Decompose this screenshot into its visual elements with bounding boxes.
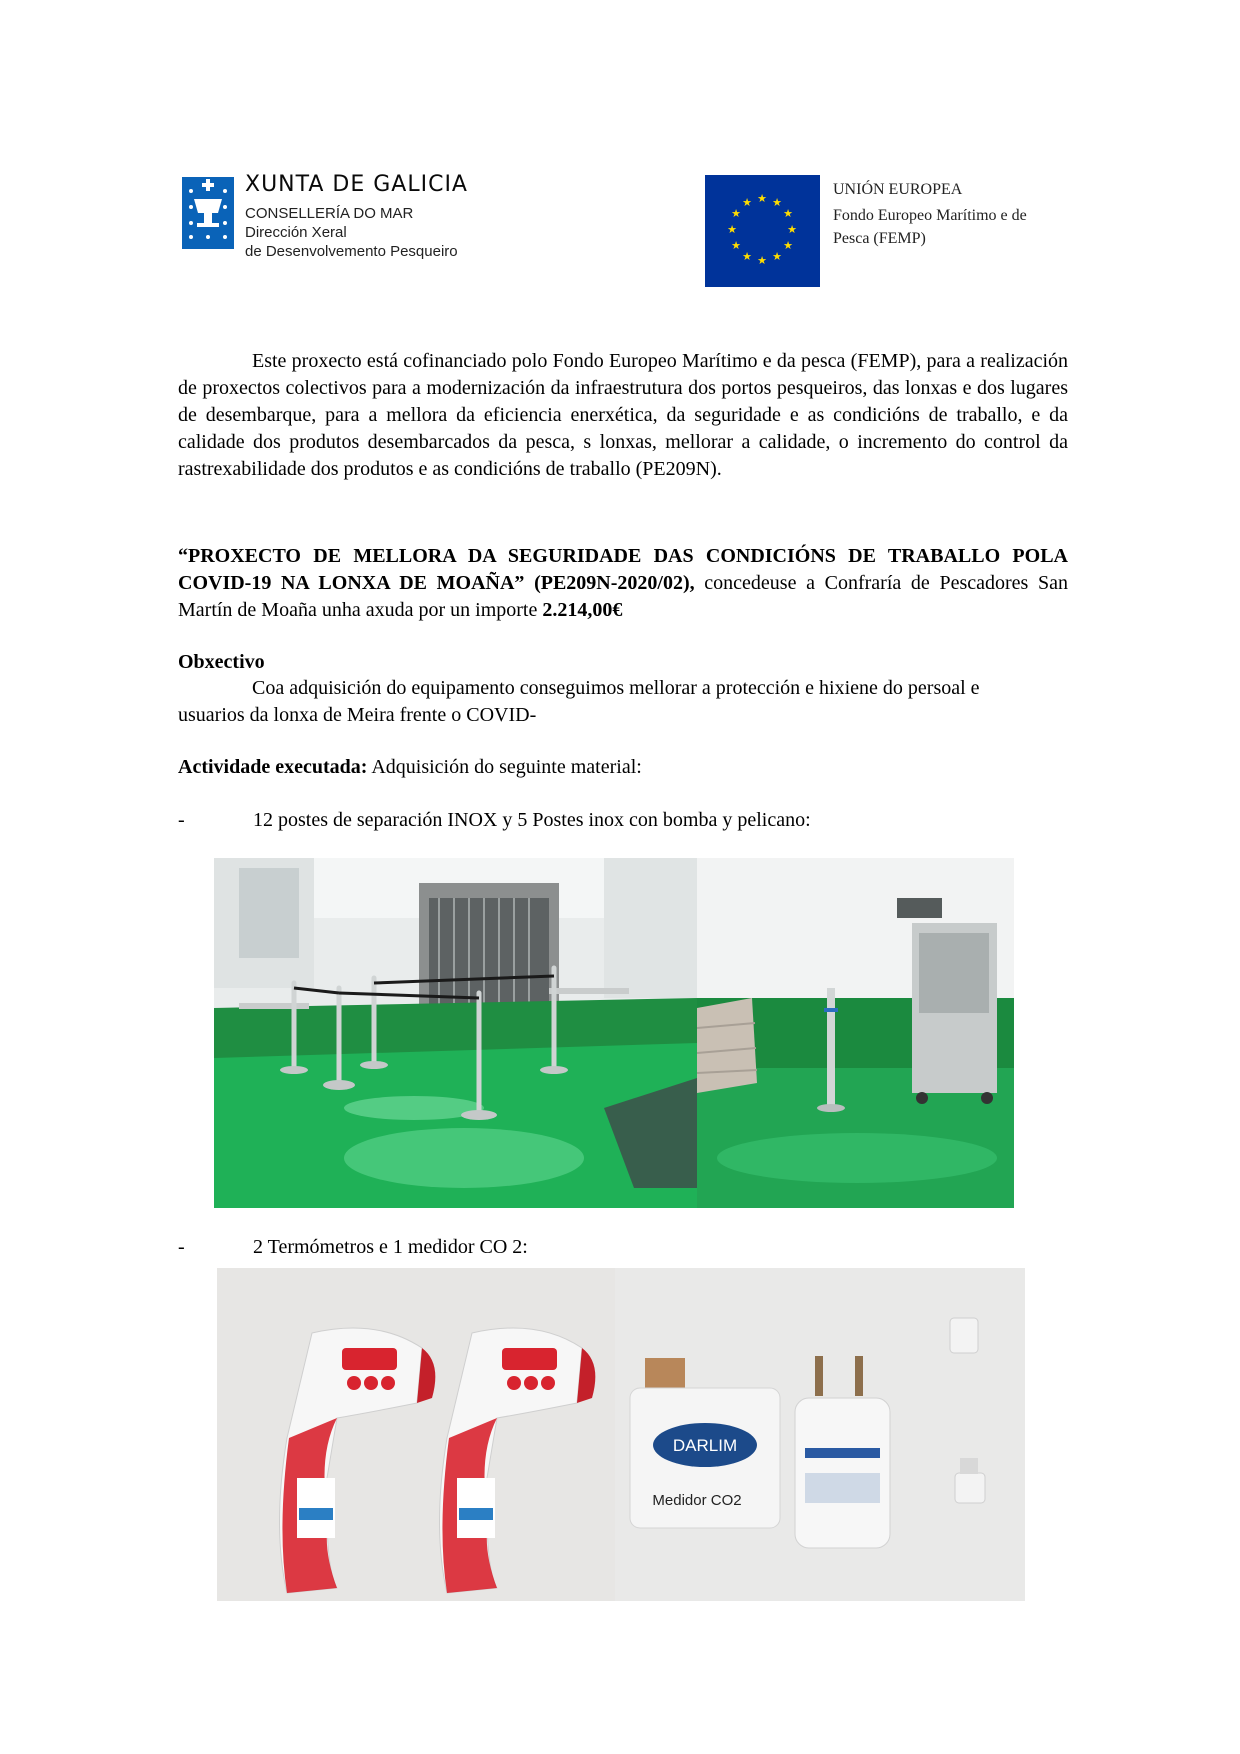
project-amount: 2.214,00€	[542, 599, 623, 621]
galicia-shield-icon	[182, 177, 234, 249]
svg-text:★: ★	[757, 192, 767, 205]
item-1-text: 12 postes de separación INOX y 5 Postes inox con bomba y pelicano:	[253, 809, 811, 831]
project-paragraph	[178, 543, 1068, 624]
svg-text:★: ★	[727, 223, 737, 236]
eu-logo	[705, 175, 1045, 290]
activity-text: Adquisición do seguinte material:	[367, 756, 642, 778]
svg-text:★: ★	[783, 239, 793, 252]
darlim-brand: DARLIM	[672, 1436, 738, 1455]
activity-label: Actividade executada:	[178, 756, 368, 778]
item-1-dash: -	[178, 809, 185, 831]
svg-text:★: ★	[742, 250, 752, 263]
svg-text:★: ★	[772, 196, 782, 209]
eu-line2: Pesca (FEMP)	[833, 230, 926, 247]
objective-text: Coa adquisición do equipamento conseguimos mellorar a protección e hixiene do persoal e usuarios da lonxa de Meira frente o COVID-	[178, 677, 980, 726]
svg-text:★: ★	[742, 196, 752, 209]
intro-paragraph: Este proxecto está cofinanciado polo Fondo Europeo Marítimo e da pesca (FEMP), para a realización de proxectos colectivos para a modernización da infraestrutura dos portos pesqueiros, das lonxas e dos lugares de desembarque, para a mellora da eficiencia enerxética, da seguridade e as condicións de traballo, e da calidade dos produtos desembarcados da pesca, s lonxas, mellorar a calidade, o incremento do control da rastrexabilidade dos produtos e as condicións de traballo (PE209N).	[178, 350, 1068, 480]
photo-thermometers	[217, 1268, 615, 1601]
svg-text:★: ★	[757, 254, 767, 267]
eu-line1: Fondo Europeo Marítimo e de	[833, 207, 1027, 224]
xunta-line1: CONSELLERÍA DO MAR	[245, 205, 414, 222]
activity-line	[178, 756, 642, 779]
xunta-name: XUNTA DE GALICIA	[245, 172, 468, 197]
item-2-text: 2 Termómetros e 1 medidor CO 2:	[253, 1236, 528, 1258]
photo-post-with-dispenser	[697, 858, 1014, 1208]
svg-text:★: ★	[731, 207, 741, 220]
item-2	[178, 1236, 528, 1259]
svg-text:★: ★	[731, 239, 741, 252]
xunta-line2: Dirección Xeral	[245, 224, 347, 241]
photo-fish-market-posts	[214, 858, 697, 1208]
project-text: concedeuse a Confraría de Pescadores San Martín de Moaña unha axuda por un importe	[178, 572, 1068, 621]
item-1	[178, 809, 811, 832]
xunta-logo	[182, 172, 482, 272]
medidor-co2-label: Medidor CO2	[652, 1492, 742, 1509]
objective-heading: Obxectivo	[178, 651, 265, 673]
eu-flag-icon	[705, 175, 820, 287]
xunta-line3: de Desenvolvemento Pesqueiro	[245, 243, 458, 260]
photo-co2-meter	[615, 1268, 1025, 1601]
svg-text:★: ★	[783, 207, 793, 220]
eu-name: UNIÓN EUROPEA	[833, 181, 963, 198]
svg-text:★: ★	[772, 250, 782, 263]
svg-text:★: ★	[787, 223, 797, 236]
project-title: “PROXECTO DE MELLORA DA SEGURIDADE DAS CONDICIÓNS DE TRABALLO POLA COVID-19 NA LONXA DE MOAÑA” (PE209N-2020/02),	[178, 545, 1068, 594]
item-2-dash: -	[178, 1236, 185, 1258]
